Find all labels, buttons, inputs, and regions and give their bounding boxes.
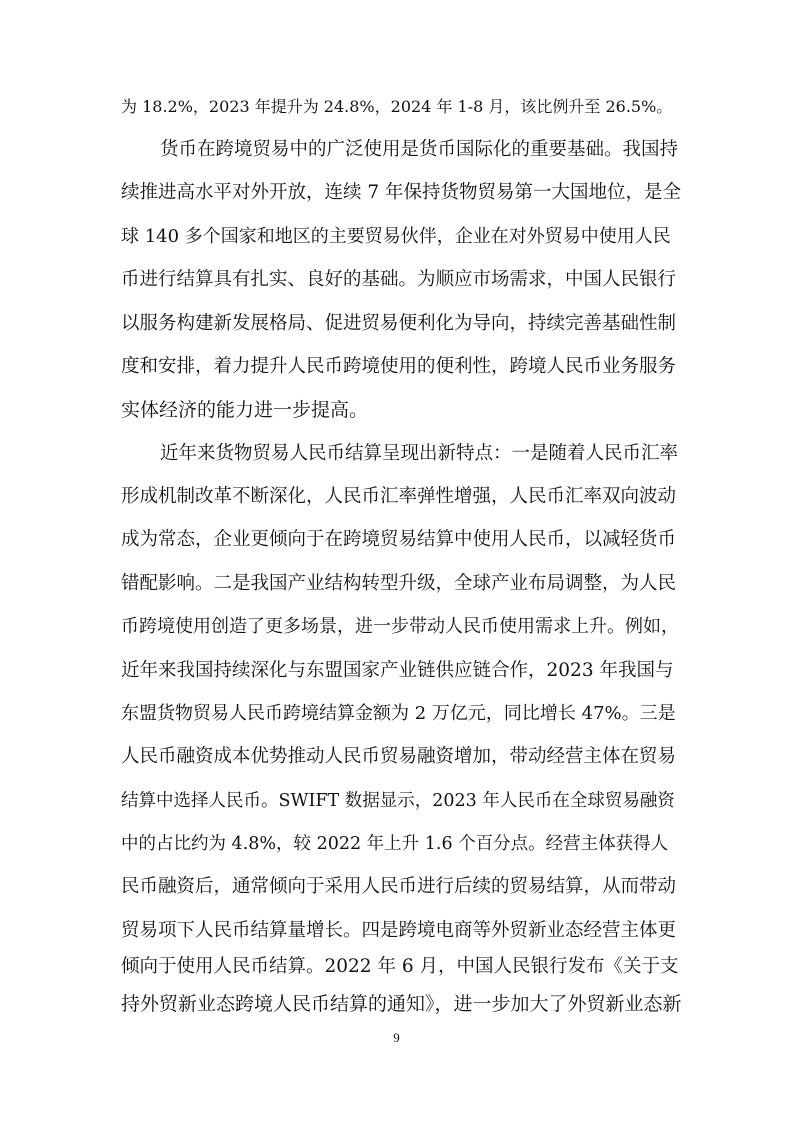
line-text: 货币在跨境贸易中的广泛使用是货币国际化的重要基础。我国持	[160, 139, 679, 160]
line-text: 民币融资后，通常倾向于采用人民币进行后续的贸易结算，从而带动	[121, 876, 677, 897]
line-text: 形成机制改革不断深化，人民币汇率弹性增强，人民币汇率双向波动	[121, 486, 677, 507]
line-text: 币进行结算具有扎实、良好的基础。为顺应市场需求，中国人民银行	[121, 269, 677, 290]
line-text: 币跨境使用创造了更多场景，进一步带动人民币使用需求上升。例如，	[121, 616, 679, 637]
text-line	[0, 526, 793, 554]
line-text: 实体经济的能力进一步提高。	[121, 399, 369, 421]
line-text: 中的占比约为 4.8%，较 2022 年上升 1.6 个百分点。经营主体获得人	[121, 834, 669, 854]
text-line	[0, 917, 793, 945]
page-number: 9	[393, 1030, 400, 1045]
text-line	[0, 787, 793, 815]
line-text: 倾向于使用人民币结算。2022 年 6 月，中国人民银行发布《关于支	[121, 956, 679, 977]
line-text: 成为常态，企业更倾向于在跨境贸易结算中使用人民币，以减轻货币	[121, 529, 677, 550]
line-text: 错配影响。二是我国产业结构转型升级，全球产业布局调整，为人民	[121, 573, 677, 594]
text-line	[0, 700, 793, 728]
text-line	[0, 266, 793, 294]
line-text: 持外贸新业态跨境人民币结算的通知》，进一步加大了外贸新业态新	[121, 993, 682, 1015]
text-line	[0, 483, 793, 511]
text-line	[0, 990, 793, 1018]
line-text: 东盟货物贸易人民币跨境结算金额为 2 万亿元，同比增长 47%。三是	[121, 703, 676, 724]
line-text: 近年来货物贸易人民币结算呈现出新特点：一是随着人民币汇率	[160, 443, 679, 464]
line-text: 贸易项下人民币结算量增长。四是跨境电商等外贸新业态经营主体更	[121, 920, 677, 941]
line-text: 球 140 多个国家和地区的主要贸易伙伴，企业在对外贸易中使用人民	[121, 226, 671, 247]
line-text: 为 18.2%，2023 年提升为 24.8%，2024 年 1-8 月，该比例升至 26.5%。	[121, 97, 673, 116]
text-line	[0, 613, 793, 641]
text-line	[0, 657, 793, 685]
text-line	[0, 353, 793, 381]
text-line	[0, 223, 793, 251]
line-text: 人民币融资成本优势推动人民币贸易融资增加，带动经营主体在贸易	[121, 746, 677, 767]
line-text: 结算中选择人民币。SWIFT 数据显示，2023 年人民币在全球贸易融资	[121, 791, 675, 811]
line-text: 续推进高水平对外开放，连续 7 年保持货物贸易第一大国地位，是全	[121, 182, 682, 203]
text-line	[0, 953, 793, 981]
text-line	[0, 396, 793, 424]
text-line	[0, 136, 793, 164]
text-line	[0, 743, 793, 771]
text-line	[0, 440, 793, 468]
line-text: 度和安排，着力提升人民币跨境使用的便利性，跨境人民币业务服务	[121, 356, 677, 377]
text-line	[0, 830, 793, 858]
text-line	[0, 310, 793, 338]
text-line	[0, 93, 793, 121]
text-line	[0, 873, 793, 901]
line-text: 以服务构建新发展格局、促进贸易便利化为导向，持续完善基础性制	[121, 313, 677, 334]
text-line	[0, 570, 793, 598]
text-line	[0, 179, 793, 207]
line-text: 近年来我国持续深化与东盟国家产业链供应链合作，2023 年我国与	[121, 660, 674, 681]
